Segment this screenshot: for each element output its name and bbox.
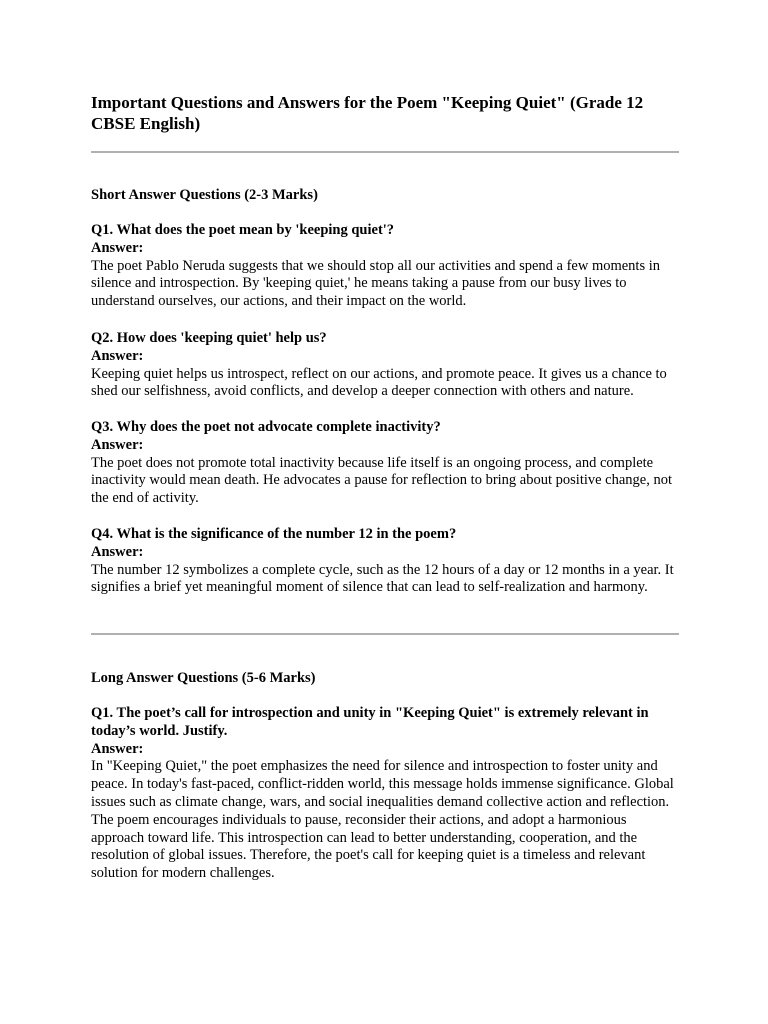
divider-top [91, 151, 679, 153]
answer-label: Answer: [91, 543, 144, 560]
short-qa-4 [91, 526, 679, 597]
question: Q3. Why does the poet not advocate complete inactivity? [91, 419, 441, 435]
question: Q1. The poet’s call for introspection and unity in "Keeping Quiet" is extremely relevant in today’s world. Justify. [91, 705, 649, 739]
answer-text: Keeping quiet helps us introspect, reflect on our actions, and promote peace. It gives us a chance to shed our selfishness, avoid conflicts, and develop a deeper connection with others and nature. [91, 365, 667, 400]
answer-text: The number 12 symbolizes a complete cycle, such as the 12 hours of a day or 12 months in a year. It signifies a brief yet meaningful moment of silence that can lead to self-realization and harmony. [91, 561, 674, 596]
question: Q2. How does 'keeping quiet' help us? [91, 330, 327, 346]
answer-text: The poet does not promote total inactivity because life itself is an ongoing process, and complete inactivity would mean death. He advocates a pause for reflection to bring about positive change, not the end of activity. [91, 454, 673, 507]
question: Q1. What does the poet mean by 'keeping quiet'? [91, 222, 395, 238]
long-qa-1 [91, 705, 679, 883]
short-qa-1 [91, 222, 679, 311]
short-qa-2 [91, 330, 679, 401]
answer-label: Answer: [91, 740, 144, 757]
divider-middle [91, 633, 679, 635]
short-answer-heading: Short Answer Questions (2-3 Marks) [91, 187, 318, 203]
answer-label: Answer: [91, 347, 144, 364]
question: Q4. What is the significance of the number 12 in the poem? [91, 526, 457, 542]
document-title: Important Questions and Answers for the Poem "Keeping Quiet" (Grade 12 CBSE English) [91, 93, 644, 133]
answer-text: The poet Pablo Neruda suggests that we should stop all our activities and spend a few moments in silence and introspection. By 'keeping quiet,' he means taking a pause from our busy lives to understand ourselves, our actions, and their impact on the world. [91, 257, 661, 310]
answer-label: Answer: [91, 239, 144, 256]
long-answer-heading: Long Answer Questions (5-6 Marks) [91, 670, 316, 686]
short-qa-3 [91, 419, 679, 508]
answer-label: Answer: [91, 436, 144, 453]
answer-text: In "Keeping Quiet," the poet emphasizes the need for silence and introspection to foster unity and peace. In today's fast-paced, conflict-ridden world, this message holds immense significance. Global issues such as climate change, wars, and social inequalities demand collective action and reflection. The poem encourages individuals to pause, reconsider their actions, and adopt a harmonious approach toward life. This introspection can lead to better understanding, cooperation, and the resolution of global issues. Therefore, the poet's call for keeping quiet is a timeless and relevant solution for modern challenges. [91, 758, 674, 882]
